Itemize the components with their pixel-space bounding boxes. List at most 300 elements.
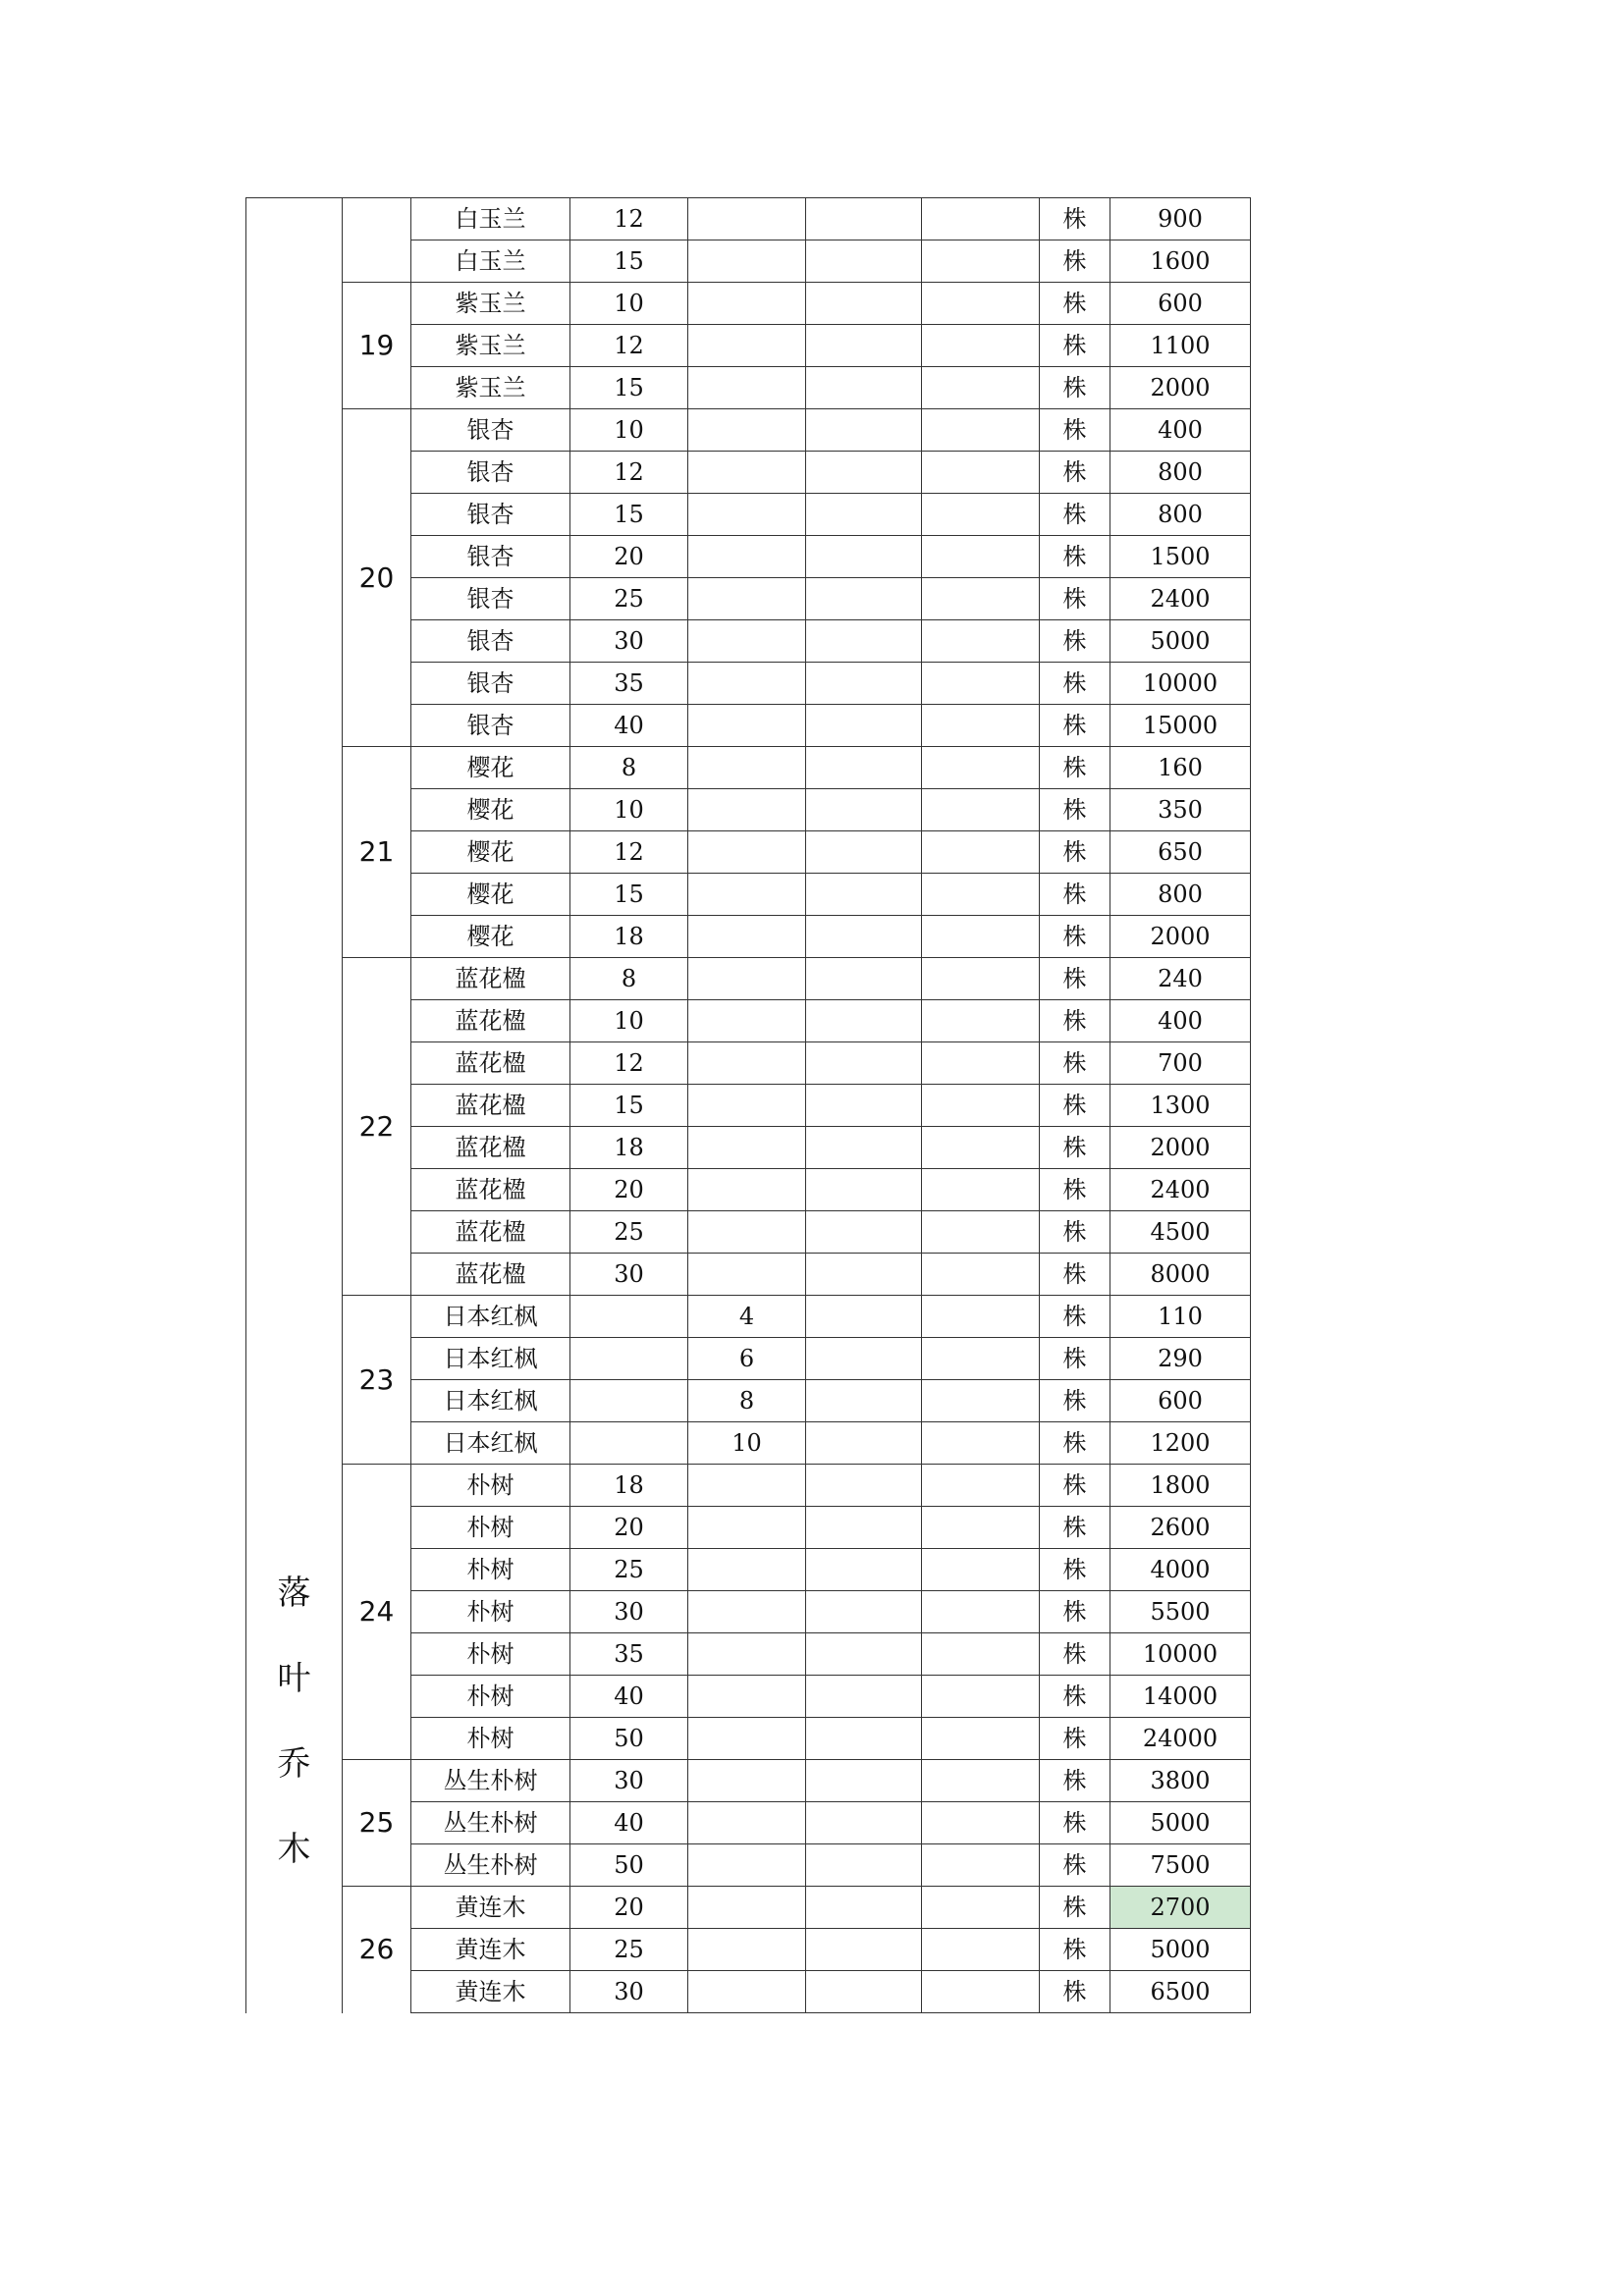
price-cell: 2000 <box>1110 1127 1251 1169</box>
spec-height-cell <box>688 367 806 409</box>
spec-diameter-cell: 8 <box>570 747 688 789</box>
plant-name-cell: 樱花 <box>411 916 570 958</box>
plant-name-cell: 丛生朴树 <box>411 1844 570 1887</box>
unit-cell: 株 <box>1040 240 1110 283</box>
spec-diameter-cell: 40 <box>570 1802 688 1844</box>
spec-diameter-cell: 30 <box>570 1254 688 1296</box>
plant-name-cell: 蓝花楹 <box>411 958 570 1000</box>
spec-crown-cell <box>806 1338 922 1380</box>
price-cell: 2000 <box>1110 367 1251 409</box>
spec-diameter-cell: 50 <box>570 1844 688 1887</box>
spec-diameter-cell: 12 <box>570 198 688 240</box>
unit-cell: 株 <box>1040 1085 1110 1127</box>
unit-cell: 株 <box>1040 1676 1110 1718</box>
spec-diameter-cell: 15 <box>570 874 688 916</box>
price-cell: 800 <box>1110 452 1251 494</box>
spec-other-cell <box>922 1380 1040 1422</box>
spec-crown-cell <box>806 367 922 409</box>
price-cell: 400 <box>1110 1000 1251 1042</box>
spec-other-cell <box>922 452 1040 494</box>
unit-cell: 株 <box>1040 1760 1110 1802</box>
price-cell: 4000 <box>1110 1549 1251 1591</box>
spec-crown-cell <box>806 1929 922 1971</box>
price-cell: 2400 <box>1110 1169 1251 1211</box>
plant-name-cell: 紫玉兰 <box>411 367 570 409</box>
spec-crown-cell <box>806 1465 922 1507</box>
spec-crown-cell <box>806 874 922 916</box>
spec-height-cell <box>688 325 806 367</box>
plant-name-cell: 日本红枫 <box>411 1338 570 1380</box>
plant-name-cell: 银杏 <box>411 536 570 578</box>
spec-height-cell <box>688 1844 806 1887</box>
plant-name-cell: 蓝花楹 <box>411 1000 570 1042</box>
spec-other-cell <box>922 1760 1040 1802</box>
spec-other-cell <box>922 1422 1040 1465</box>
price-cell: 10000 <box>1110 663 1251 705</box>
spec-crown-cell <box>806 1760 922 1802</box>
price-cell: 240 <box>1110 958 1251 1000</box>
spec-height-cell <box>688 1802 806 1844</box>
spec-crown-cell <box>806 1633 922 1676</box>
spec-height-cell <box>688 409 806 452</box>
spec-diameter-cell: 15 <box>570 240 688 283</box>
plant-name-cell: 白玉兰 <box>411 198 570 240</box>
plant-name-cell: 日本红枫 <box>411 1380 570 1422</box>
spec-other-cell <box>922 198 1040 240</box>
item-number-cell: 20 <box>343 409 411 747</box>
spec-crown-cell <box>806 620 922 663</box>
plant-name-cell: 银杏 <box>411 620 570 663</box>
unit-cell: 株 <box>1040 536 1110 578</box>
spec-diameter-cell: 10 <box>570 1000 688 1042</box>
spec-diameter-cell: 35 <box>570 1633 688 1676</box>
spec-height-cell <box>688 663 806 705</box>
spec-height-cell <box>688 283 806 325</box>
plant-name-cell: 樱花 <box>411 747 570 789</box>
item-number-cell: 25 <box>343 1760 411 1887</box>
item-number-cell: 24 <box>343 1465 411 1760</box>
spec-other-cell <box>922 1929 1040 1971</box>
spec-other-cell <box>922 1591 1040 1633</box>
price-cell: 600 <box>1110 1380 1251 1422</box>
table-row <box>246 747 1251 789</box>
table-row <box>246 409 1251 452</box>
spec-diameter-cell: 40 <box>570 705 688 747</box>
spec-other-cell <box>922 367 1040 409</box>
unit-cell: 株 <box>1040 1802 1110 1844</box>
item-number-cell: 21 <box>343 747 411 958</box>
spec-other-cell <box>922 1507 1040 1549</box>
spec-crown-cell <box>806 1254 922 1296</box>
table-row <box>246 1296 1251 1338</box>
spec-diameter-cell: 10 <box>570 789 688 831</box>
price-cell: 900 <box>1110 198 1251 240</box>
spec-height-cell <box>688 1000 806 1042</box>
spec-other-cell <box>922 1169 1040 1211</box>
spec-other-cell <box>922 240 1040 283</box>
plant-name-cell: 朴树 <box>411 1507 570 1549</box>
unit-cell: 株 <box>1040 198 1110 240</box>
spec-height-cell <box>688 1127 806 1169</box>
unit-cell: 株 <box>1040 1929 1110 1971</box>
spec-other-cell <box>922 1338 1040 1380</box>
spec-diameter-cell: 12 <box>570 1042 688 1085</box>
spec-crown-cell <box>806 747 922 789</box>
price-cell: 1300 <box>1110 1085 1251 1127</box>
price-cell: 7500 <box>1110 1844 1251 1887</box>
spec-other-cell <box>922 1887 1040 1929</box>
price-cell: 5500 <box>1110 1591 1251 1633</box>
spec-other-cell <box>922 874 1040 916</box>
price-table <box>245 197 1251 2013</box>
spec-crown-cell <box>806 916 922 958</box>
plant-name-cell: 银杏 <box>411 409 570 452</box>
price-cell: 3800 <box>1110 1760 1251 1802</box>
unit-cell: 株 <box>1040 1549 1110 1591</box>
spec-crown-cell <box>806 283 922 325</box>
spec-height-cell: 10 <box>688 1422 806 1465</box>
spec-crown-cell <box>806 1211 922 1254</box>
unit-cell: 株 <box>1040 958 1110 1000</box>
price-cell: 2000 <box>1110 916 1251 958</box>
plant-name-cell: 日本红枫 <box>411 1422 570 1465</box>
spec-diameter-cell: 20 <box>570 1169 688 1211</box>
spec-other-cell <box>922 1085 1040 1127</box>
plant-name-cell: 蓝花楹 <box>411 1169 570 1211</box>
plant-name-cell: 丛生朴树 <box>411 1802 570 1844</box>
spec-crown-cell <box>806 831 922 874</box>
plant-name-cell: 黄连木 <box>411 1887 570 1929</box>
spec-height-cell <box>688 1633 806 1676</box>
spec-crown-cell <box>806 1718 922 1760</box>
unit-cell: 株 <box>1040 705 1110 747</box>
spec-height-cell <box>688 494 806 536</box>
unit-cell: 株 <box>1040 1169 1110 1211</box>
spec-diameter-cell: 15 <box>570 494 688 536</box>
spec-other-cell <box>922 409 1040 452</box>
spec-height-cell <box>688 578 806 620</box>
spec-other-cell <box>922 1676 1040 1718</box>
unit-cell: 株 <box>1040 1000 1110 1042</box>
plant-name-cell: 樱花 <box>411 789 570 831</box>
spec-height-cell <box>688 1211 806 1254</box>
plant-name-cell: 蓝花楹 <box>411 1254 570 1296</box>
price-cell: 4500 <box>1110 1211 1251 1254</box>
table-row <box>246 1760 1251 1802</box>
spec-crown-cell <box>806 1844 922 1887</box>
spec-crown-cell <box>806 1971 922 2013</box>
price-cell: 5000 <box>1110 620 1251 663</box>
spec-diameter-cell: 20 <box>570 1887 688 1929</box>
spec-height-cell <box>688 536 806 578</box>
unit-cell: 株 <box>1040 1254 1110 1296</box>
plant-name-cell: 银杏 <box>411 494 570 536</box>
spec-height-cell <box>688 916 806 958</box>
spec-other-cell <box>922 620 1040 663</box>
unit-cell: 株 <box>1040 1296 1110 1338</box>
spec-other-cell <box>922 494 1040 536</box>
spec-diameter-cell: 15 <box>570 1085 688 1127</box>
spec-other-cell <box>922 789 1040 831</box>
category-char: 木 <box>277 1830 311 1869</box>
spec-other-cell <box>922 1465 1040 1507</box>
plant-name-cell: 银杏 <box>411 578 570 620</box>
plant-name-cell: 银杏 <box>411 663 570 705</box>
item-number-cell <box>343 198 411 283</box>
unit-cell: 株 <box>1040 1380 1110 1422</box>
spec-crown-cell <box>806 663 922 705</box>
plant-name-cell: 银杏 <box>411 705 570 747</box>
spec-crown-cell <box>806 578 922 620</box>
spec-crown-cell <box>806 1127 922 1169</box>
spec-height-cell <box>688 1760 806 1802</box>
spec-height-cell <box>688 1929 806 1971</box>
unit-cell: 株 <box>1040 1211 1110 1254</box>
spec-height-cell <box>688 452 806 494</box>
unit-cell: 株 <box>1040 578 1110 620</box>
plant-name-cell: 朴树 <box>411 1465 570 1507</box>
spec-diameter-cell <box>570 1296 688 1338</box>
item-number-cell: 23 <box>343 1296 411 1465</box>
spec-other-cell <box>922 747 1040 789</box>
spec-height-cell <box>688 1887 806 1929</box>
table-row <box>246 958 1251 1000</box>
category-char: 乔 <box>277 1744 311 1784</box>
table-row <box>246 198 1251 240</box>
spec-crown-cell <box>806 958 922 1000</box>
spec-height-cell <box>688 198 806 240</box>
price-cell: 1200 <box>1110 1422 1251 1465</box>
spec-crown-cell <box>806 1000 922 1042</box>
spec-diameter-cell: 30 <box>570 1591 688 1633</box>
spec-diameter-cell: 25 <box>570 1929 688 1971</box>
spec-other-cell <box>922 831 1040 874</box>
plant-name-cell: 樱花 <box>411 874 570 916</box>
spec-crown-cell <box>806 240 922 283</box>
spec-diameter-cell: 20 <box>570 1507 688 1549</box>
price-cell: 1600 <box>1110 240 1251 283</box>
spec-other-cell <box>922 1844 1040 1887</box>
price-cell: 700 <box>1110 1042 1251 1085</box>
spec-other-cell <box>922 1802 1040 1844</box>
spec-crown-cell <box>806 1296 922 1338</box>
spec-diameter-cell: 50 <box>570 1718 688 1760</box>
spec-other-cell <box>922 1127 1040 1169</box>
plant-name-cell: 黄连木 <box>411 1929 570 1971</box>
spec-other-cell <box>922 663 1040 705</box>
price-cell: 800 <box>1110 874 1251 916</box>
price-cell: 8000 <box>1110 1254 1251 1296</box>
unit-cell: 株 <box>1040 283 1110 325</box>
price-cell: 2600 <box>1110 1507 1251 1549</box>
unit-cell: 株 <box>1040 1338 1110 1380</box>
plant-name-cell: 朴树 <box>411 1676 570 1718</box>
plant-name-cell: 白玉兰 <box>411 240 570 283</box>
spec-height-cell <box>688 1971 806 2013</box>
spec-height-cell <box>688 874 806 916</box>
price-cell: 1800 <box>1110 1465 1251 1507</box>
spec-crown-cell <box>806 1380 922 1422</box>
price-cell: 650 <box>1110 831 1251 874</box>
plant-name-cell: 朴树 <box>411 1718 570 1760</box>
spec-crown-cell <box>806 325 922 367</box>
spec-height-cell <box>688 747 806 789</box>
spec-height-cell: 4 <box>688 1296 806 1338</box>
spec-other-cell <box>922 536 1040 578</box>
price-cell: 160 <box>1110 747 1251 789</box>
item-number-cell: 22 <box>343 958 411 1296</box>
spec-crown-cell <box>806 789 922 831</box>
spec-crown-cell <box>806 1591 922 1633</box>
table-row <box>246 1465 1251 1507</box>
unit-cell: 株 <box>1040 916 1110 958</box>
price-table-container <box>245 197 1251 2013</box>
spec-diameter-cell: 30 <box>570 620 688 663</box>
spec-diameter-cell: 25 <box>570 1211 688 1254</box>
spec-other-cell <box>922 1042 1040 1085</box>
unit-cell: 株 <box>1040 1127 1110 1169</box>
spec-height-cell <box>688 1085 806 1127</box>
plant-name-cell: 黄连木 <box>411 1971 570 2013</box>
spec-crown-cell <box>806 705 922 747</box>
price-cell: 10000 <box>1110 1633 1251 1676</box>
spec-crown-cell <box>806 1422 922 1465</box>
unit-cell: 株 <box>1040 1422 1110 1465</box>
spec-height-cell <box>688 1591 806 1633</box>
spec-diameter-cell: 18 <box>570 916 688 958</box>
spec-other-cell <box>922 1549 1040 1591</box>
spec-height-cell <box>688 789 806 831</box>
spec-crown-cell <box>806 1549 922 1591</box>
price-table-body <box>246 198 1251 2013</box>
unit-cell: 株 <box>1040 663 1110 705</box>
spec-other-cell <box>922 1254 1040 1296</box>
spec-diameter-cell: 40 <box>570 1676 688 1718</box>
price-cell: 1100 <box>1110 325 1251 367</box>
spec-other-cell <box>922 283 1040 325</box>
price-cell: 2400 <box>1110 578 1251 620</box>
spec-other-cell <box>922 958 1040 1000</box>
spec-diameter-cell: 12 <box>570 325 688 367</box>
unit-cell: 株 <box>1040 409 1110 452</box>
spec-crown-cell <box>806 198 922 240</box>
unit-cell: 株 <box>1040 1507 1110 1549</box>
plant-name-cell: 朴树 <box>411 1549 570 1591</box>
plant-name-cell: 银杏 <box>411 452 570 494</box>
spec-crown-cell <box>806 1676 922 1718</box>
unit-cell: 株 <box>1040 494 1110 536</box>
spec-diameter-cell: 18 <box>570 1465 688 1507</box>
spec-crown-cell <box>806 452 922 494</box>
spec-diameter-cell: 25 <box>570 1549 688 1591</box>
unit-cell: 株 <box>1040 1971 1110 2013</box>
price-cell: 1500 <box>1110 536 1251 578</box>
spec-height-cell <box>688 831 806 874</box>
price-cell: 5000 <box>1110 1929 1251 1971</box>
plant-name-cell: 朴树 <box>411 1591 570 1633</box>
category-label <box>246 1572 342 1871</box>
spec-other-cell <box>922 1296 1040 1338</box>
spec-height-cell <box>688 1549 806 1591</box>
spec-other-cell <box>922 1633 1040 1676</box>
unit-cell: 株 <box>1040 747 1110 789</box>
plant-name-cell: 紫玉兰 <box>411 283 570 325</box>
spec-crown-cell <box>806 1085 922 1127</box>
spec-diameter-cell: 35 <box>570 663 688 705</box>
spec-crown-cell <box>806 1042 922 1085</box>
price-cell: 400 <box>1110 409 1251 452</box>
price-cell: 14000 <box>1110 1676 1251 1718</box>
spec-height-cell <box>688 958 806 1000</box>
item-number-cell: 19 <box>343 283 411 409</box>
category-char: 落 <box>277 1574 311 1613</box>
plant-name-cell: 蓝花楹 <box>411 1127 570 1169</box>
price-cell: 600 <box>1110 283 1251 325</box>
spec-crown-cell <box>806 1887 922 1929</box>
unit-cell: 株 <box>1040 367 1110 409</box>
spec-diameter-cell: 20 <box>570 536 688 578</box>
unit-cell: 株 <box>1040 325 1110 367</box>
price-cell: 290 <box>1110 1338 1251 1380</box>
spec-height-cell: 6 <box>688 1338 806 1380</box>
category-char: 叶 <box>277 1659 311 1698</box>
unit-cell: 株 <box>1040 789 1110 831</box>
unit-cell: 株 <box>1040 1718 1110 1760</box>
plant-name-cell: 朴树 <box>411 1633 570 1676</box>
unit-cell: 株 <box>1040 1887 1110 1929</box>
table-row <box>246 1887 1251 1929</box>
price-cell: 5000 <box>1110 1802 1251 1844</box>
spec-height-cell <box>688 1169 806 1211</box>
spec-height-cell <box>688 240 806 283</box>
item-number-cell: 26 <box>343 1887 411 2013</box>
spec-diameter-cell <box>570 1422 688 1465</box>
spec-crown-cell <box>806 1507 922 1549</box>
unit-cell: 株 <box>1040 1633 1110 1676</box>
spec-height-cell <box>688 1042 806 1085</box>
plant-name-cell: 蓝花楹 <box>411 1211 570 1254</box>
spec-diameter-cell: 12 <box>570 452 688 494</box>
unit-cell: 株 <box>1040 874 1110 916</box>
spec-diameter-cell: 10 <box>570 409 688 452</box>
unit-cell: 株 <box>1040 1844 1110 1887</box>
spec-crown-cell <box>806 494 922 536</box>
price-cell: 110 <box>1110 1296 1251 1338</box>
spec-height-cell <box>688 1465 806 1507</box>
spec-crown-cell <box>806 1169 922 1211</box>
spec-diameter-cell: 8 <box>570 958 688 1000</box>
spec-diameter-cell: 15 <box>570 367 688 409</box>
price-cell: 800 <box>1110 494 1251 536</box>
spec-crown-cell <box>806 409 922 452</box>
spec-other-cell <box>922 705 1040 747</box>
spec-other-cell <box>922 1000 1040 1042</box>
spec-crown-cell <box>806 1802 922 1844</box>
spec-other-cell <box>922 578 1040 620</box>
spec-crown-cell <box>806 536 922 578</box>
price-cell: 24000 <box>1110 1718 1251 1760</box>
spec-height-cell <box>688 620 806 663</box>
spec-other-cell <box>922 1971 1040 2013</box>
spec-height-cell <box>688 705 806 747</box>
plant-name-cell: 丛生朴树 <box>411 1760 570 1802</box>
plant-name-cell: 紫玉兰 <box>411 325 570 367</box>
spec-diameter-cell: 30 <box>570 1971 688 2013</box>
price-cell: 350 <box>1110 789 1251 831</box>
unit-cell: 株 <box>1040 452 1110 494</box>
unit-cell: 株 <box>1040 831 1110 874</box>
unit-cell: 株 <box>1040 1042 1110 1085</box>
